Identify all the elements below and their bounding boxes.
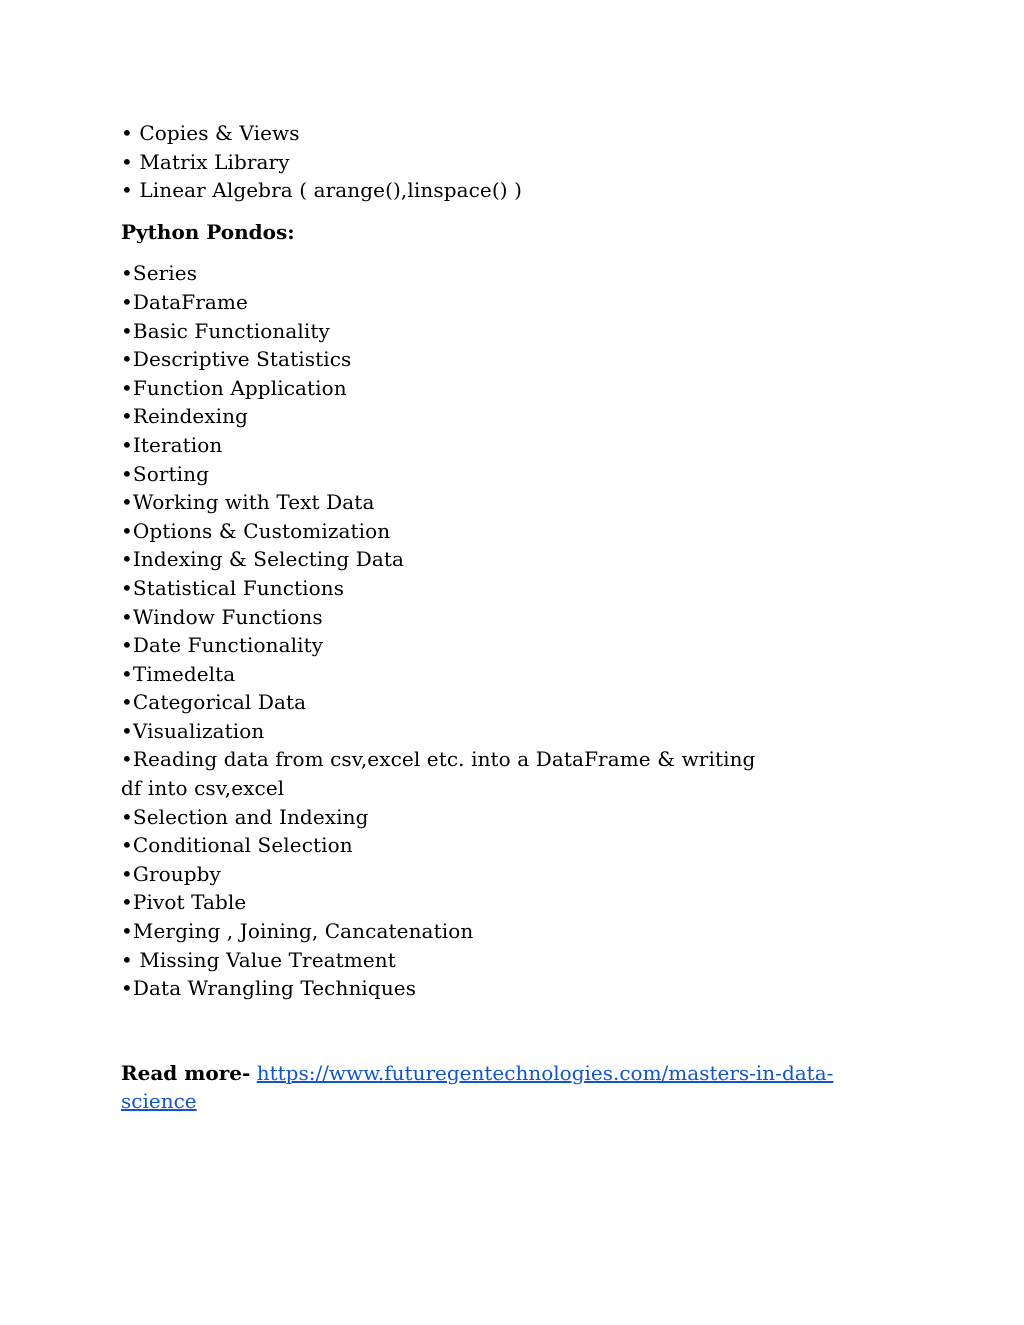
numpy-topic-list xyxy=(121,119,901,205)
list-item: • Missing Value Treatment xyxy=(121,947,396,972)
list-item: •DataFrame xyxy=(121,289,248,314)
list-item: •Selection and Indexing xyxy=(121,804,369,829)
list-item: •Merging , Joining, Cancatenation xyxy=(121,919,474,944)
section-heading-pandas: Python Pondos: xyxy=(121,219,295,244)
list-item: •Reindexing xyxy=(121,404,249,429)
list-item: •Function Application xyxy=(121,375,347,400)
pandas-topic-list xyxy=(121,259,901,1002)
list-item: •Groupby xyxy=(121,861,221,886)
list-item: • Copies & Views xyxy=(121,121,300,145)
list-item: •Series xyxy=(121,261,198,286)
list-item: • Matrix Library xyxy=(121,149,290,174)
list-item: •Iteration xyxy=(121,432,223,457)
document-page xyxy=(121,119,901,1116)
read-more-label: Read more- xyxy=(121,1060,251,1085)
list-item: •Options & Customization xyxy=(121,518,391,543)
list-item: •Basic Functionality xyxy=(121,318,330,343)
list-item: •Reading data from csv,excel etc. into a DataFrame & writing df into csv,excel xyxy=(121,747,756,801)
list-item: •Window Functions xyxy=(121,604,323,629)
list-item: •Working with Text Data xyxy=(121,490,375,515)
list-item: •Pivot Table xyxy=(121,890,247,915)
list-item: • Linear Algebra ( arange(),linspace() ) xyxy=(121,178,523,203)
list-item: •Date Functionality xyxy=(121,633,324,658)
list-item: •Timedelta xyxy=(121,661,236,686)
list-item: •Indexing & Selecting Data xyxy=(121,547,405,572)
read-more-footer xyxy=(121,1059,901,1116)
list-item: •Sorting xyxy=(121,461,210,486)
list-item: •Conditional Selection xyxy=(121,833,353,858)
list-item: •Descriptive Statistics xyxy=(121,347,352,372)
read-more-link[interactable]: https://www.futuregentechnologies.com/masters-in-data- science xyxy=(121,1060,834,1114)
list-item: •Visualization xyxy=(121,718,265,743)
list-item: •Data Wrangling Techniques xyxy=(121,976,417,1001)
list-item: •Categorical Data xyxy=(121,690,307,715)
list-item: •Statistical Functions xyxy=(121,575,345,600)
